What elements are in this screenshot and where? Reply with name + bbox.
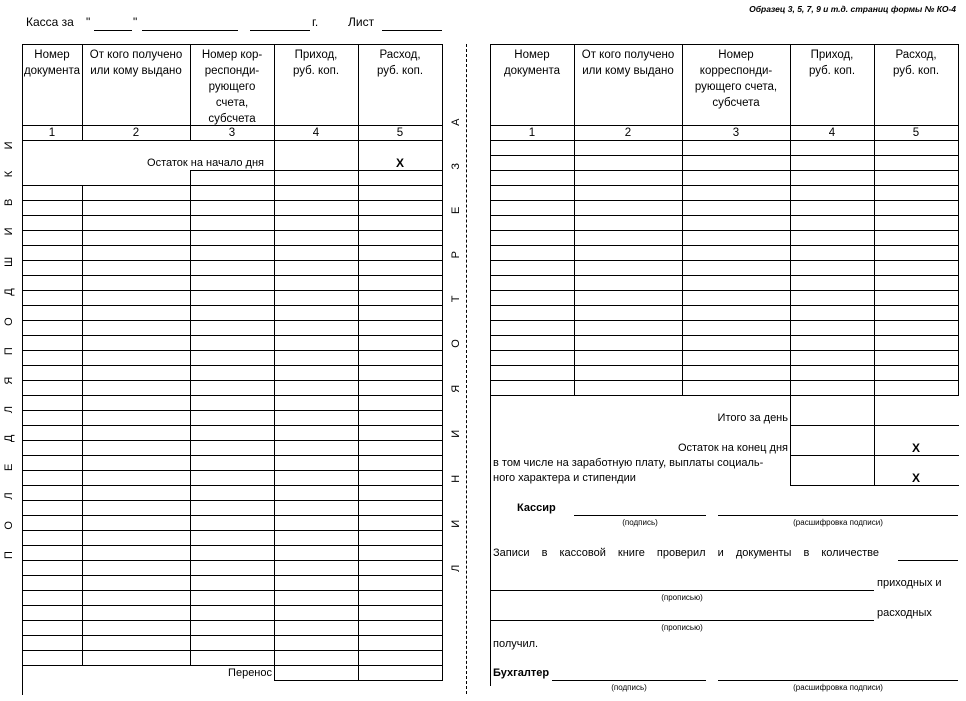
- accountant-signature-field[interactable]: [552, 680, 706, 681]
- opening-balance-label: Остаток на начало дня: [147, 157, 264, 169]
- cut-line: [466, 44, 467, 694]
- salary-label-line1: в том числе на заработную плату, выплаты социаль-: [493, 457, 764, 469]
- accountant-decode-field[interactable]: [718, 680, 958, 681]
- cashier-decode-caption: (расшифровка подписи): [793, 518, 883, 527]
- left-table-row-line: [22, 200, 443, 201]
- left-table-row-line: [22, 245, 443, 246]
- left-table-row-line: [22, 275, 443, 276]
- left-table-row-line: [22, 590, 443, 591]
- outgoing-in-words-caption: (прописью): [661, 623, 703, 632]
- left-table-row-line: [22, 395, 443, 396]
- left-header-account: Номер кор- респонди- рующего счета, субсчета: [201, 49, 263, 125]
- binding-field-label: П О Л Е Д Л Я П О Д Ш И В К И: [3, 132, 15, 559]
- accountant-label: Бухгалтер: [493, 667, 550, 679]
- right-header-from-whom: От кого получено или кому выдано: [581, 49, 675, 77]
- closing-balance-mark: X: [911, 441, 920, 455]
- left-table-row-line: [22, 530, 443, 531]
- salary-label-line2: ного характера и стипендии: [493, 472, 636, 484]
- outgoing-in-words-field[interactable]: [490, 620, 874, 621]
- right-table-row-line: [490, 275, 959, 276]
- right-table-row-line: [490, 290, 959, 291]
- day-field[interactable]: [94, 30, 132, 31]
- left-table-row-line: [22, 320, 443, 321]
- quote-open: ": [86, 15, 91, 29]
- right-col-number-1: 1: [528, 127, 536, 139]
- right-table-row-line: [490, 335, 959, 336]
- right-col-number-4: 4: [828, 127, 836, 139]
- opening-balance-mark: X: [395, 156, 404, 170]
- accountant-signature-caption: (подпись): [611, 683, 647, 692]
- right-header-account: Номер корреспонди- рующего счета, субсчета: [694, 49, 778, 109]
- accountant-decode-caption: (расшифровка подписи): [793, 683, 883, 692]
- left-table-row-line: [22, 365, 443, 366]
- left-col-number-1: 1: [48, 127, 56, 139]
- form-note: Образец 3, 5, 7, 9 и т.д. страниц формы № КО-4: [749, 4, 956, 14]
- cashier-label: Кассир: [517, 502, 556, 514]
- right-table-row-line: [490, 380, 959, 381]
- sheet-label: Лист: [348, 15, 375, 29]
- left-table-row-line: [22, 650, 443, 651]
- left-table-row-line: [22, 560, 443, 561]
- closing-balance-label: Остаток на конец дня: [677, 442, 788, 454]
- incoming-label: приходных и: [877, 577, 942, 589]
- year-suffix: г.: [312, 15, 319, 29]
- left-col-number-5: 5: [396, 127, 404, 139]
- left-table-row-line: [22, 575, 443, 576]
- right-col-number-5: 5: [912, 127, 920, 139]
- left-table-row-line: [22, 620, 443, 621]
- left-table-row-line: [22, 410, 443, 411]
- left-table-row-line: [22, 260, 443, 261]
- left-col-number-2: 2: [132, 127, 140, 139]
- left-table-row-line: [22, 335, 443, 336]
- right-table-row-line: [490, 245, 959, 246]
- right-table-row-line: [490, 215, 959, 216]
- year-field[interactable]: [250, 30, 310, 31]
- quote-close: ": [133, 15, 138, 29]
- left-table-row-line: [22, 485, 443, 486]
- left-table-row-line: [22, 545, 443, 546]
- right-table-row-line: [490, 155, 959, 156]
- left-table-row-line: [22, 515, 443, 516]
- right-table-row-line: [490, 200, 959, 201]
- left-table-row-line: [22, 440, 443, 441]
- left-header-expense: Расход, руб. коп.: [376, 49, 424, 77]
- check-text: Записи в кассовой книге проверил и документы в количестве: [493, 547, 879, 559]
- left-table-row-line: [22, 425, 443, 426]
- outgoing-label: расходных: [877, 607, 932, 619]
- left-table-row-line: [22, 500, 443, 501]
- carry-over-label: Перенос: [228, 667, 272, 679]
- month-field[interactable]: [142, 30, 238, 31]
- kassa-label: Касса за: [26, 15, 74, 29]
- left-table-row-line: [22, 185, 443, 186]
- left-table-row-line: [22, 350, 443, 351]
- left-table-row-line: [22, 470, 443, 471]
- left-col-number-3: 3: [228, 127, 236, 139]
- right-header-expense: Расход, руб. коп.: [892, 49, 940, 77]
- right-table-row-line: [490, 170, 959, 171]
- received-label: получил.: [493, 638, 539, 650]
- incoming-in-words-caption: (прописью): [661, 593, 703, 602]
- documents-count-field[interactable]: [898, 560, 958, 561]
- left-col-number-4: 4: [312, 127, 320, 139]
- cashier-signature-caption: (подпись): [622, 518, 658, 527]
- salary-mark: X: [911, 471, 920, 485]
- left-table-row-line: [22, 635, 443, 636]
- right-table-row-line: [490, 365, 959, 366]
- left-header-income: Приход, руб. коп.: [292, 49, 340, 77]
- cashier-signature-field[interactable]: [574, 515, 706, 516]
- left-table-row-line: [22, 215, 443, 216]
- left-table-row-line: [22, 605, 443, 606]
- left-header-doc-number: Номер документа: [23, 49, 81, 77]
- right-table-row-line: [490, 260, 959, 261]
- left-table-row-line: [22, 380, 443, 381]
- right-table-row-line: [490, 230, 959, 231]
- left-table-row-line: [22, 455, 443, 456]
- right-table-row-line: [490, 185, 959, 186]
- right-table-row-line: [490, 305, 959, 306]
- right-col-number-3: 3: [732, 127, 740, 139]
- right-header-doc-number: Номер документа: [503, 49, 561, 77]
- cut-line-label: Л И Н И Я О Т Р Е З А: [450, 101, 462, 572]
- left-table-row-line: [22, 665, 443, 666]
- day-total-label: Итого за день: [717, 412, 788, 424]
- left-table-row-line: [22, 305, 443, 306]
- incoming-in-words-field[interactable]: [490, 590, 874, 591]
- cashier-decode-field[interactable]: [718, 515, 958, 516]
- left-header-from-whom: От кого получено или кому выдано: [89, 49, 183, 77]
- right-col-number-2: 2: [624, 127, 632, 139]
- right-header-income: Приход, руб. коп.: [808, 49, 856, 77]
- left-table-row-line: [22, 230, 443, 231]
- sheet-field[interactable]: [382, 30, 442, 31]
- right-table-row-line: [490, 320, 959, 321]
- right-table-row-line: [490, 350, 959, 351]
- left-table-row-line: [22, 290, 443, 291]
